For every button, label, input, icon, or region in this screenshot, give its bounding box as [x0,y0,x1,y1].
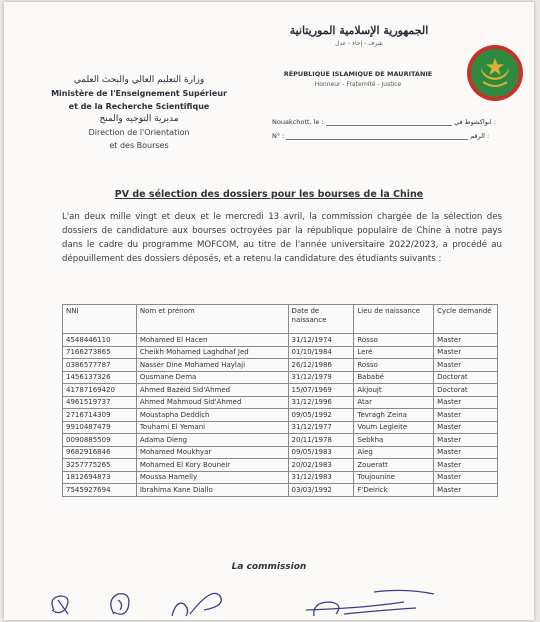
table-row [63,471,498,484]
cell-birth-date: 15/07/1969 [288,384,354,397]
cell-birth-date: 31/12/1983 [288,471,354,484]
ministry-block [44,74,234,152]
table-row [63,371,498,384]
cell-name: Adama Dieng [136,434,288,447]
cell-birth-place: Akjoujt [354,384,434,397]
body-paragraph: L'an deux mille vingt et deux et le mercredi 13 avril, la commission chargée de la sélection des dossiers de candidature aux bourses octroyées par la république populaire de Chine à notre pays dans le cadre du programme MOFCOM, au titre de l'année universitaire 2022/2023, a procédé au dépouillement des dossiers déposés, et a retenu la candidature des étudiants suivants : [62,212,502,264]
cell-cycle: Master [434,484,498,497]
table-row [63,334,498,347]
signature-2 [111,594,129,614]
place-date-arabic-label: انواكشوط في : [454,118,496,126]
cell-name: Moustapha Deddich [136,409,288,422]
direction-french-line-2: et des Bourses [109,141,169,150]
place-date-field [272,118,410,126]
cell-cycle: Master [434,334,498,347]
ministry-french-line-1: Ministère de l'Enseignement Supérieur [51,89,227,98]
cell-nni: 0090885509 [63,434,137,447]
cell-cycle: Master [434,396,498,409]
cell-birth-place: Zoueratt [354,459,434,472]
table-row [63,459,498,472]
signatures [44,580,514,620]
cell-birth-place: Atar [354,396,434,409]
cell-nni: 3257775265 [63,459,137,472]
cell-birth-place: Sebkha [354,434,434,447]
number-arabic-label: الرقم : [470,132,490,140]
signature-1 [52,596,68,614]
table-row [63,396,498,409]
cell-birth-date: 31/12/1974 [288,334,354,347]
table-row [63,446,498,459]
cell-nni: 1456137326 [63,371,137,384]
cell-name: Ibrahima Kane Diallo [136,484,288,497]
table-body [63,334,498,497]
cell-birth-date: 09/05/1992 [288,409,354,422]
cell-birth-place: Bababé [354,371,434,384]
cell-birth-date: 31/12/1977 [288,421,354,434]
cell-name: Nasser Dine Mohamed Haylaji [136,359,288,372]
cell-nni: 7166273865 [63,346,137,359]
direction-french-line-1: Direction de l'Orientation [88,128,190,137]
header-name: Nom et prénom [136,305,288,334]
commission-label: La commission [231,562,307,572]
cell-name: Mohamed El Hacen [136,334,288,347]
table-row [63,484,498,497]
cell-birth-place: F'Deirick [354,484,434,497]
number-arabic-field [392,132,489,140]
cell-cycle: Master [434,359,498,372]
cell-nni: 7545927694 [63,484,137,497]
cell-nni: 4961519737 [63,396,137,409]
cell-cycle: Doctorat [434,384,498,397]
cell-nni: 9910487479 [63,421,137,434]
cell-name: Ousmane Dema [136,371,288,384]
table-row [63,434,498,447]
cell-cycle: Master [434,421,498,434]
cell-birth-place: Voum Legleite [354,421,434,434]
table-header-row [63,305,498,334]
cell-nni: 1812694873 [63,471,137,484]
number-label: N° : [272,132,285,140]
cell-birth-place: Toujounine [354,471,434,484]
cell-nni: 41787169420 [63,384,137,397]
motto-arabic: شرف - إخاء - عدل [335,40,383,47]
cell-birth-place: Tevragh Zeina [354,409,434,422]
document-page [4,2,534,620]
cell-birth-date: 20/02/1983 [288,459,354,472]
header-nni: NNI [63,305,137,334]
cell-cycle: Doctorat [434,371,498,384]
cell-birth-date: 26/12/1986 [288,359,354,372]
document-title: PV de sélection des dossiers pour les bourses de la Chine [114,189,424,200]
cell-birth-date: 09/05/1983 [288,446,354,459]
number-field [272,132,398,140]
cell-name: Cheikh Mohamed Laghdhaf Jed [136,346,288,359]
cell-birth-place: Rosso [354,359,434,372]
table-row [63,384,498,397]
table-row [63,421,498,434]
place-date-arabic-field [392,118,496,126]
cell-cycle: Master [434,409,498,422]
cell-birth-date: 31/12/1979 [288,371,354,384]
ministry-arabic: وزارة التعليم العالي والبحث العلمي [73,75,205,85]
cell-cycle: Master [434,459,498,472]
cell-birth-place: Aleg [354,446,434,459]
cell-cycle: Master [434,346,498,359]
cell-birth-date: 03/03/1992 [288,484,354,497]
cell-nni: 4548446110 [63,334,137,347]
cell-name: Mohamed El Kory Bouneir [136,459,288,472]
cell-cycle: Master [434,471,498,484]
cell-nni: 0386577787 [63,359,137,372]
republic-arabic: الجمهورية الإسلامية الموريتانية [289,24,429,37]
table-row [63,409,498,422]
cell-birth-date: 20/11/1978 [288,434,354,447]
header-birth-date: Date de naissance [288,305,354,334]
signature-3 [172,593,221,616]
table-row [63,346,498,359]
cell-birth-date: 31/12/1996 [288,396,354,409]
republic-french: RÉPUBLIQUE ISLAMIQUE DE MAURITANIE [283,70,433,78]
motto-french: Honneur - Fraternité - Justice [314,81,402,88]
cell-nni: 9682916846 [63,446,137,459]
header-birth-place: Lieu de naissance [354,305,434,334]
signature-4 [306,590,434,616]
header-cycle: Cycle demandé [434,305,498,334]
cell-name: Ahmed Bazeid Sid'Ahmed [136,384,288,397]
cell-cycle: Master [434,446,498,459]
cell-name: Ahmed Mahmoud Sid'Ahmed [136,396,288,409]
cell-birth-place: Rosso [354,334,434,347]
ministry-french-line-2: et de la Recherche Scientifique [68,102,210,111]
mauritania-emblem-icon [466,44,524,102]
place-date-label: Nouakchott, le : [272,118,324,126]
table-row [63,359,498,372]
direction-arabic: مديرية التوجيه والمنح [99,114,179,124]
selected-students-table [62,304,498,497]
cell-name: Mohamed Moukhyar [136,446,288,459]
cell-birth-date: 01/10/1984 [288,346,354,359]
cell-name: Touhami El Yemani [136,421,288,434]
cell-cycle: Master [434,434,498,447]
cell-nni: 2716714309 [63,409,137,422]
cell-name: Moussa Hamelly [136,471,288,484]
cell-birth-place: Leré [354,346,434,359]
